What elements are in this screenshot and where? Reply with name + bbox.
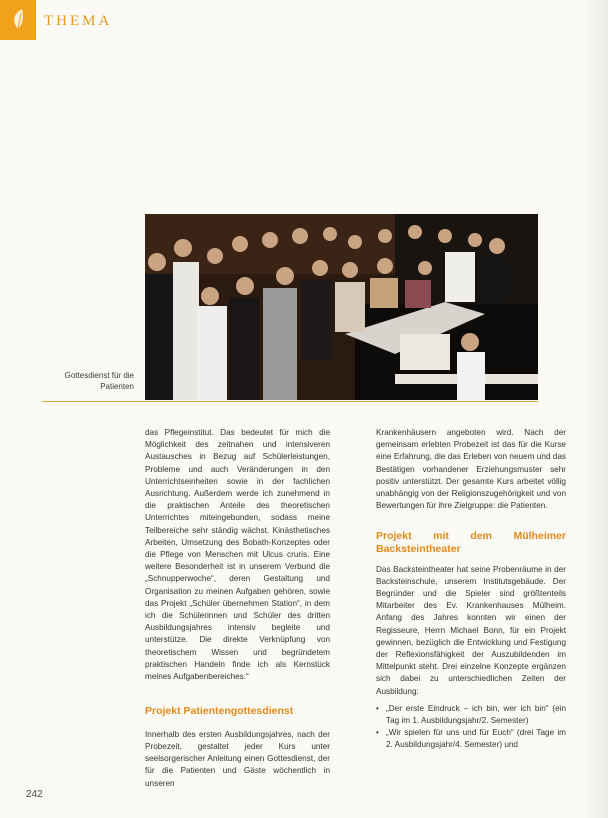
- right-paragraph-1: Krankenhäusern angeboten wird. Nach der gemeinsam erlebten Probezeit ist das für die Kurse eine Erfahrung, die das Erleben von neuem und das Bestätigen vorhandener Erziehungsmuster sehr positiv unterstützt. Der gesamte Kurs arbeitet völlig unabhängig von der Religionszugehörigkeit und von Bewertungen für ihre Zielgruppe: die Patienten.: [376, 428, 566, 511]
- list-item: • „Wir spielen für uns und für Euch“ (drei Tage im 2. Ausbildungsjahr/4. Semester) und: [376, 727, 566, 751]
- caption-line-2: Patienten: [100, 382, 134, 391]
- left-paragraph-1: das Pflegeinstitut. Das bedeutet für mich die Möglichkeit des zeitnahen und intensiveren Austausches in Bezug auf Schülerleistungen, Probleme und auch Veränderungen in den Unterrichtseinheiten sowie in der fachlichen Ausrichtung. Außerdem werde ich zunehmend in die praktischen Anteile des theoretischen Unterrichtes miteingebunden, sodass meine Teilbereiche sehr ständig wächst. Kinästhetisches Arbeiten, Umsetzung des Bobath-Konzeptes oder die Pflege von Menschen mit Ulcus cruris. Eine weitere Besonderheit ist in unserem Verbund die „Schnupperwoche“, deren Gestaltung und Organisation zu meinen Aufgaben gehören, sowie das Projekt „Schüler übernehmen Station“, in dem ich die Schülerinnen und Schüler des dritten Ausbildungsjahres intensiv begleite und unterstütze. Die direkte Verknüpfung von theoretischem Wissen und begründetem praktischen Handeln finde ich als Kernstück meines Aufgabenbereiches.“: [145, 428, 330, 682]
- left-column: [145, 427, 330, 790]
- spacer: [145, 683, 330, 705]
- left-paragraph-2: Innerhalb des ersten Ausbildungsjahres, nach der Probezeit, gestaltet jeder Kurs unter seelsorgerischer Anleitung einen Gottesdienst, der für die Patienten und Gäste wöchentlich in unseren: [145, 729, 330, 788]
- spacer: [376, 556, 566, 564]
- spacer: [376, 512, 566, 530]
- choir-photo: [145, 214, 538, 400]
- page-number: 242: [26, 789, 43, 800]
- leaf-icon: [10, 8, 26, 30]
- list-item: • „Der erste Eindruck – ich bin, wer ich bin“ (ein Tag im 1. Ausbildungsjahr/2. Semester): [376, 703, 566, 727]
- figure-caption: [42, 370, 134, 392]
- right-paragraph-2: Das Backsteintheater hat seine Probenräume in der Backsteinschule, unserem Institutsgebäude. Der Begründer und die Spieler sind größtenteils Mitarbeiter des Ev. Krankenhauses Mülheim. Anfang des Jahres konnten wir einen der Regisseure, Herrn Michael Bonn, für ein Projekt gewinnen, bezüglich die Entwicklung und Festigung der Reflexionsfähigkeit der Auszubildenden im Mittelpunkt steht. Drei einzelne Konzepte ergänzen sich dabei zu unterschiedlichen Zeiten der Ausbildung:: [376, 564, 566, 696]
- section-label: THEMA: [44, 13, 113, 29]
- caption-rule: [42, 401, 538, 402]
- spacer: [145, 718, 330, 729]
- section-tab: [0, 0, 36, 40]
- heading-backsteintheater: Projekt mit dem Mülheimer Backsteintheater: [376, 530, 566, 556]
- caption-line-1: Gottesdienst für die: [64, 371, 134, 380]
- page-edge-shadow: [580, 0, 608, 818]
- heading-patientengottesdienst: Projekt Patientengottesdienst: [145, 705, 294, 718]
- page-header: [0, 0, 608, 42]
- project-list: [376, 703, 566, 752]
- right-column: [376, 427, 566, 752]
